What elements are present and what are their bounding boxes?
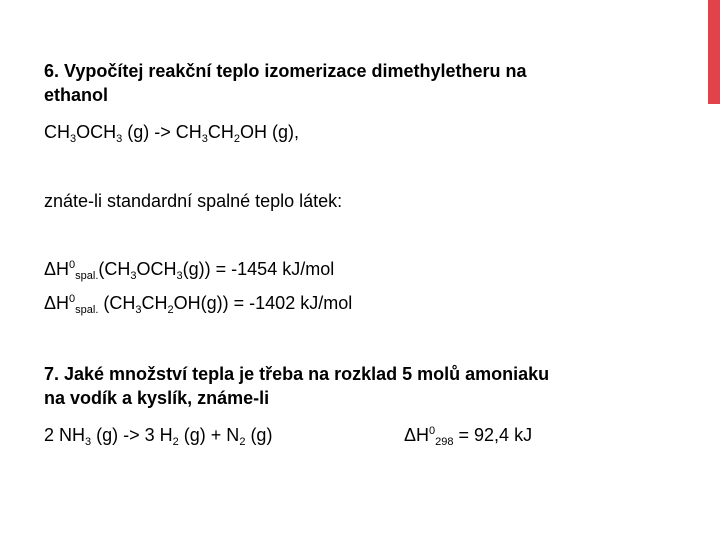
q6-reaction-equation: $CH_3OCH_3$ $(g) -> CH_3CH_2OH$ (g),: [44, 122, 300, 145]
q7-reaction-equation: 2 $NH_3$ (g) -> 3 $H_2$ $(g) + N_2$ (g): [44, 425, 273, 448]
accent-bar: [708, 0, 720, 104]
q7-title-line1: 7. Jaké množství tepla je třeba na rozklad 5 molů amoniaku: [44, 364, 550, 384]
q6-given-text: znáte-li standardní spalné teplo látek:: [44, 191, 343, 211]
q6-enthalpy-dimethylether: $\Delta H^0_{spal.}(CH_3OCH_3(g)) = -1454$ kJ/mol: [44, 259, 335, 282]
q6-enthalpy-ethanol: $\Delta H^0_{spal.}$ $(CH_3CH_2OH(g)) = -1402$ kJ/mol: [44, 293, 353, 316]
q7-enthalpy: $\Delta H^0_{298} = 92,4$ kJ: [404, 425, 533, 448]
q6-title-line2: ethanol: [44, 85, 109, 105]
q7-title-line2: na vodík a kyslík, známe-li: [44, 388, 270, 408]
q6-title-line1: 6. Vypočítej reakční teplo izomerizace dimethyletheru na: [44, 61, 527, 81]
